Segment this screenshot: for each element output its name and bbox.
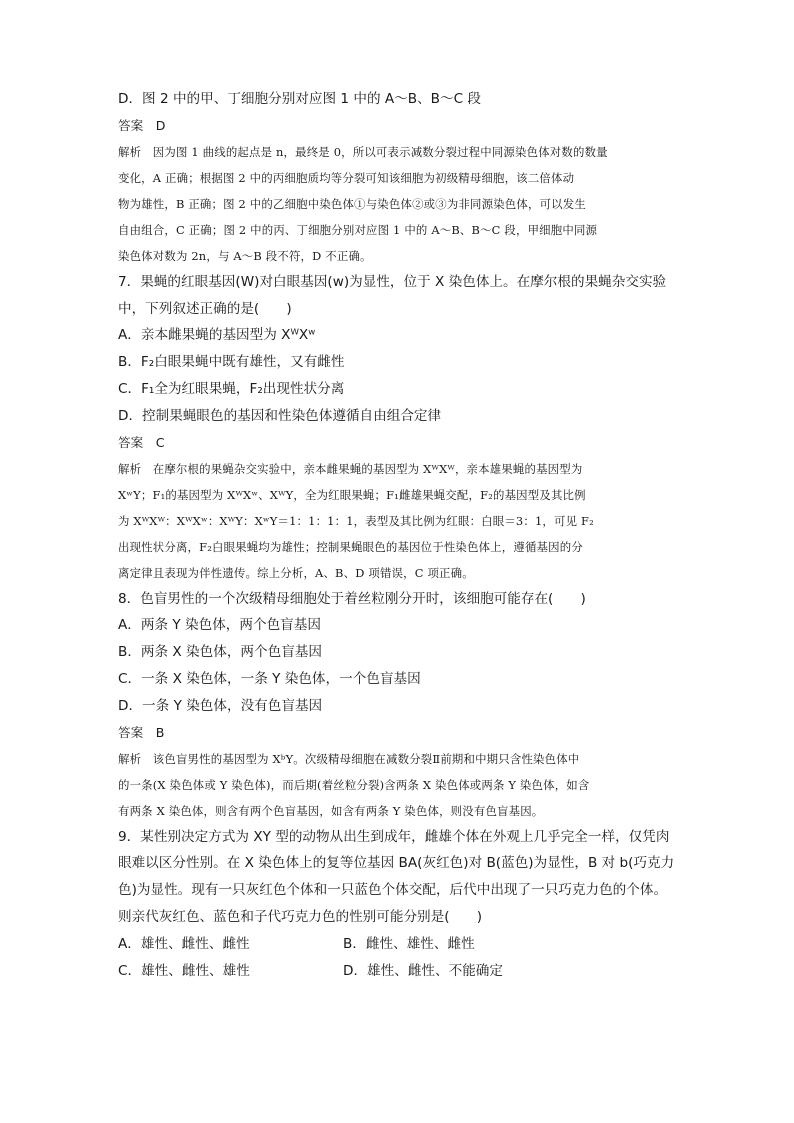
- explanation-line: 的一条(X 染色体或 Y 染色体)，而后期(着丝粒分裂)含两条 X 染色体或两条 Y 染色体，如含: [118, 777, 590, 792]
- options-row: [118, 958, 692, 985]
- option-d: D．雄性、雌性、不能确定: [343, 962, 503, 979]
- question-stem-line: 9．某性别决定方式为 XY 型的动物从出生到成年，雌雄个体在外观上几乎完全一样，仅凭肉: [118, 828, 670, 845]
- explanation-line: 物为雄性，B 正确；图 2 中的乙细胞中染色体①与染色体②或③为非同源染色体，可以发生: [118, 196, 586, 211]
- q8-explanation: [118, 746, 692, 824]
- question-7: [118, 269, 692, 430]
- option-c: C．F₁全为红眼果蝇，F₂出现性状分离: [118, 380, 345, 397]
- option-b: B．两条 X 染色体，两个色盲基因: [118, 644, 322, 661]
- explanation-line: 离定律且表现为伴性遗传。综上分析，A、B、D 项错误，C 项正确。: [118, 565, 474, 580]
- q6-explanation: [118, 139, 692, 269]
- explanation-line: XʷY；F₁的基因型为 XᵂXʷ、XᵂY，全为红眼果蝇；F₁雌雄果蝇交配，F₂的基因型及其比例: [118, 487, 586, 502]
- question-stem-line: 中，下列叙述正确的是( ): [118, 300, 292, 317]
- explanation-line: 为 XᵂXᵂ：XᵂXʷ：XᵂY：XʷY＝1：1：1：1，表型及其比例为红眼：白眼＝3：1，可见 F₂: [118, 513, 594, 528]
- question-stem-line: 色)为显性。现有一只灰红色个体和一只蓝色个体交配，后代中出现了一只巧克力色的个体。: [118, 882, 668, 899]
- explanation-line: 染色体对数为 2n，与 A～B 段不符，D 不正确。: [118, 248, 372, 263]
- question-stem-line: 眼难以区分性别。在 X 染色体上的复等位基因 BA(灰红色)对 B(蓝色)为显性，B 对 b(巧克力: [118, 855, 675, 872]
- explanation-line: 解析 该色盲男性的基因型为 XᵇY。次级精母细胞在减数分裂Ⅱ前期和中期只含性染色体中: [118, 751, 580, 766]
- question-stem-line: 7．果蝇的红眼基因(W)对白眼基因(w)为显性，位于 X 染色体上。在摩尔根的果蝇杂交实验: [118, 273, 667, 290]
- explanation-line: 解析 因为图 1 曲线的起点是 n，最终是 0，所以可表示减数分裂过程中同源染色体对数的数量: [118, 144, 608, 159]
- q6-option-d: D．图 2 中的甲、丁细胞分别对应图 1 中的 A～B、B～C 段: [118, 91, 482, 107]
- explanation-line: 自由组合，C 正确；图 2 中的丙、丁细胞分别对应图 1 中的 A～B、B～C 段，甲细胞中同源: [118, 222, 598, 237]
- option-a: A．两条 Y 染色体，两个色盲基因: [118, 617, 321, 634]
- option-d: D．一条 Y 染色体，没有色盲基因: [118, 697, 323, 714]
- explanation-line: 出现性状分离，F₂白眼果蝇均为雄性；控制果蝇眼色的基因位于性染色体上，遵循基因的分: [118, 539, 583, 554]
- question-stem-line: 则亲代灰红色、蓝色和子代巧克力色的性别可能分别是( ): [118, 908, 483, 925]
- option-c: C．一条 X 染色体，一条 Y 染色体，一个色盲基因: [118, 670, 421, 687]
- option-b: B．雌性、雄性、雌性: [343, 935, 475, 952]
- option-d: D．控制果蝇眼色的基因和性染色体遵循自由组合定律: [118, 407, 442, 424]
- option-b: B．F₂白眼果蝇中既有雄性，又有雌性: [118, 354, 345, 371]
- question-stem-line: 8．色盲男性的一个次级精母细胞处于着丝粒刚分开时，该细胞可能存在( ): [118, 590, 586, 607]
- explanation-line: 变化，A 正确；根据图 2 中的丙细胞质均等分裂可知该细胞为初级精母细胞，该二倍体动: [118, 170, 575, 185]
- explanation-line: 解析 在摩尔根的果蝇杂交实验中，亲本雌果蝇的基因型为 XᵂXᵂ，亲本雄果蝇的基因型为: [118, 461, 583, 476]
- option-c: C．雄性、雌性、雄性: [118, 962, 250, 979]
- q6-answer: 答案 D: [118, 117, 166, 133]
- question-8: [118, 586, 692, 720]
- option-a: A．亲本雌果蝇的基因型为 XᵂXʷ: [118, 327, 316, 344]
- document-page: [118, 86, 692, 984]
- question-9: [118, 824, 692, 985]
- explanation-line: 有两条 X 染色体，则含有两个色盲基因，如含有两条 Y 染色体，则没有色盲基因。: [118, 803, 544, 818]
- options-row: [118, 931, 692, 958]
- q7-explanation: [118, 456, 692, 586]
- q8-answer: 答案 B: [118, 724, 165, 740]
- q7-answer: 答案 C: [118, 434, 165, 450]
- option-a: A．雄性、雌性、雌性: [118, 935, 250, 952]
